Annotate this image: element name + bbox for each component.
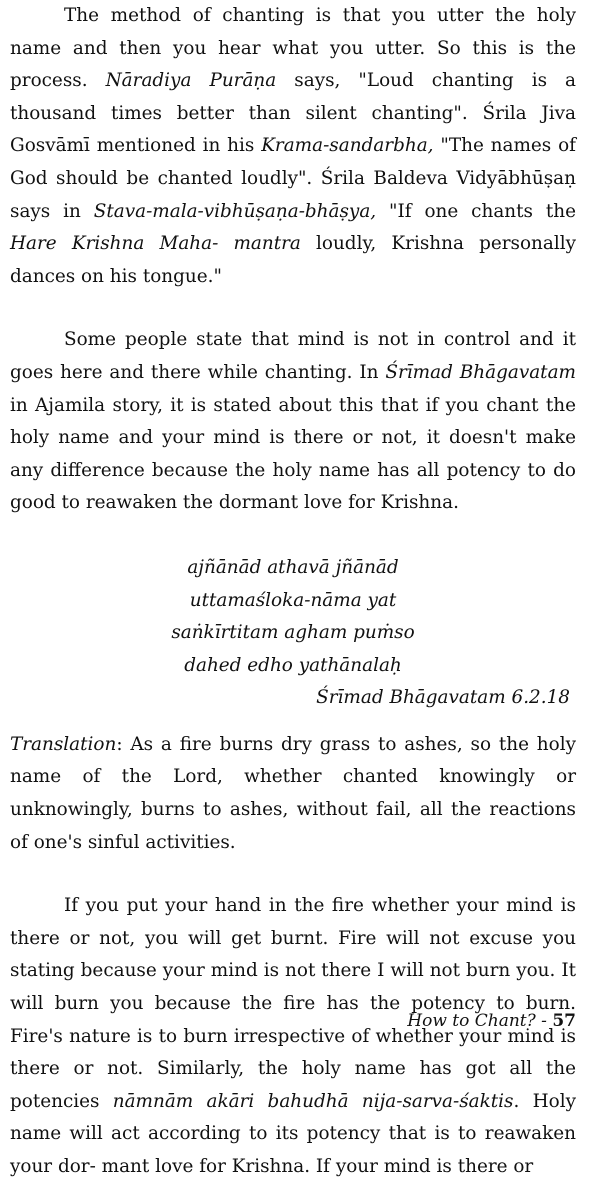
- text: loudly, Krishna personally dances on his tongue.": [10, 233, 576, 287]
- verse-line-2: uttamaśloka-nāma yat: [189, 589, 397, 611]
- text: . Holy name will act according to its potency that is to reawaken your dor- mant love for Krishna. If your mind is there or: [10, 1090, 576, 1177]
- term-namnam: nāmnām akāri bahudhā nija-sarva-śaktis: [112, 1090, 514, 1112]
- sanskrit-verse: [10, 552, 576, 682]
- title-krama-sandarbha: Krama-sandarbha,: [261, 135, 434, 157]
- verse-line-3: saṅkīrtitam agham puṁso: [171, 622, 415, 644]
- text: says, "Loud chanting is a thousand times better than silent chanting". Śrila Jiva Gosvāmī mentioned in his: [10, 70, 577, 157]
- text: "The names of God should be chanted loudly". Śrila Baldeva Vidyābhūṣaṇ says in: [10, 135, 576, 222]
- term-hare-krishna: Hare Krishna Maha- mantra: [10, 233, 301, 255]
- paragraph-loud-chanting: [10, 0, 576, 293]
- translation-paragraph: [10, 729, 576, 859]
- text: The method of chanting is that you utter the holy name and then you hear what you utter. So this is the process.: [10, 5, 576, 92]
- text: in Ajamila story, it is stated about this that if you chant the holy name and your mind is there or not, it doesn't make any difference because the holy name has all potency to do good to reawaken the dormant love for Krishna.: [10, 394, 576, 514]
- text: If you put your hand in the fire whether your mind is there or not, you will get burnt. Fire will not excuse you stating because your mind is not there I will not burn you. It will burn you because the fire has the potency to burn. Fire's nature is to burn irrespective of whether your mind is there or not. Similarly, the holy name has got all the potencies: [10, 895, 576, 1112]
- paragraph-fire-analogy: [10, 890, 576, 1183]
- translation-text: : As a fire burns dry grass to ashes, so the holy name of the Lord, whether chanted knowingly or unknowingly, burns to ashes, without fail, all the reactions of one's sinful activities.: [10, 733, 576, 853]
- title-naradiya-purana: Nāradiya Purāṇa: [105, 70, 277, 92]
- page-number: 57: [552, 1011, 576, 1031]
- footer-separator: -: [535, 1011, 553, 1031]
- text: "If one chants the: [376, 200, 576, 222]
- page-footer: [407, 1011, 576, 1031]
- footer-title: How to Chant?: [407, 1011, 536, 1031]
- verse-source: Śrīmad Bhāgavatam 6.2.18: [316, 687, 570, 709]
- title-stava-mala: Stava-mala-vibhūṣaṇa-bhāṣya,: [93, 200, 377, 222]
- verse-line-4: dahed edho yathānalaḥ: [184, 654, 402, 676]
- verse-line-1: ajñānād athavā jñānād: [187, 556, 399, 578]
- text: Some people state that mind is not in control and it goes here and there while chanting. In: [10, 329, 576, 383]
- paragraph-mind-control: [10, 324, 576, 520]
- translation-label: Translation: [10, 733, 117, 755]
- title-srimad-bhagavatam: Śrīmad Bhāgavatam: [385, 361, 576, 383]
